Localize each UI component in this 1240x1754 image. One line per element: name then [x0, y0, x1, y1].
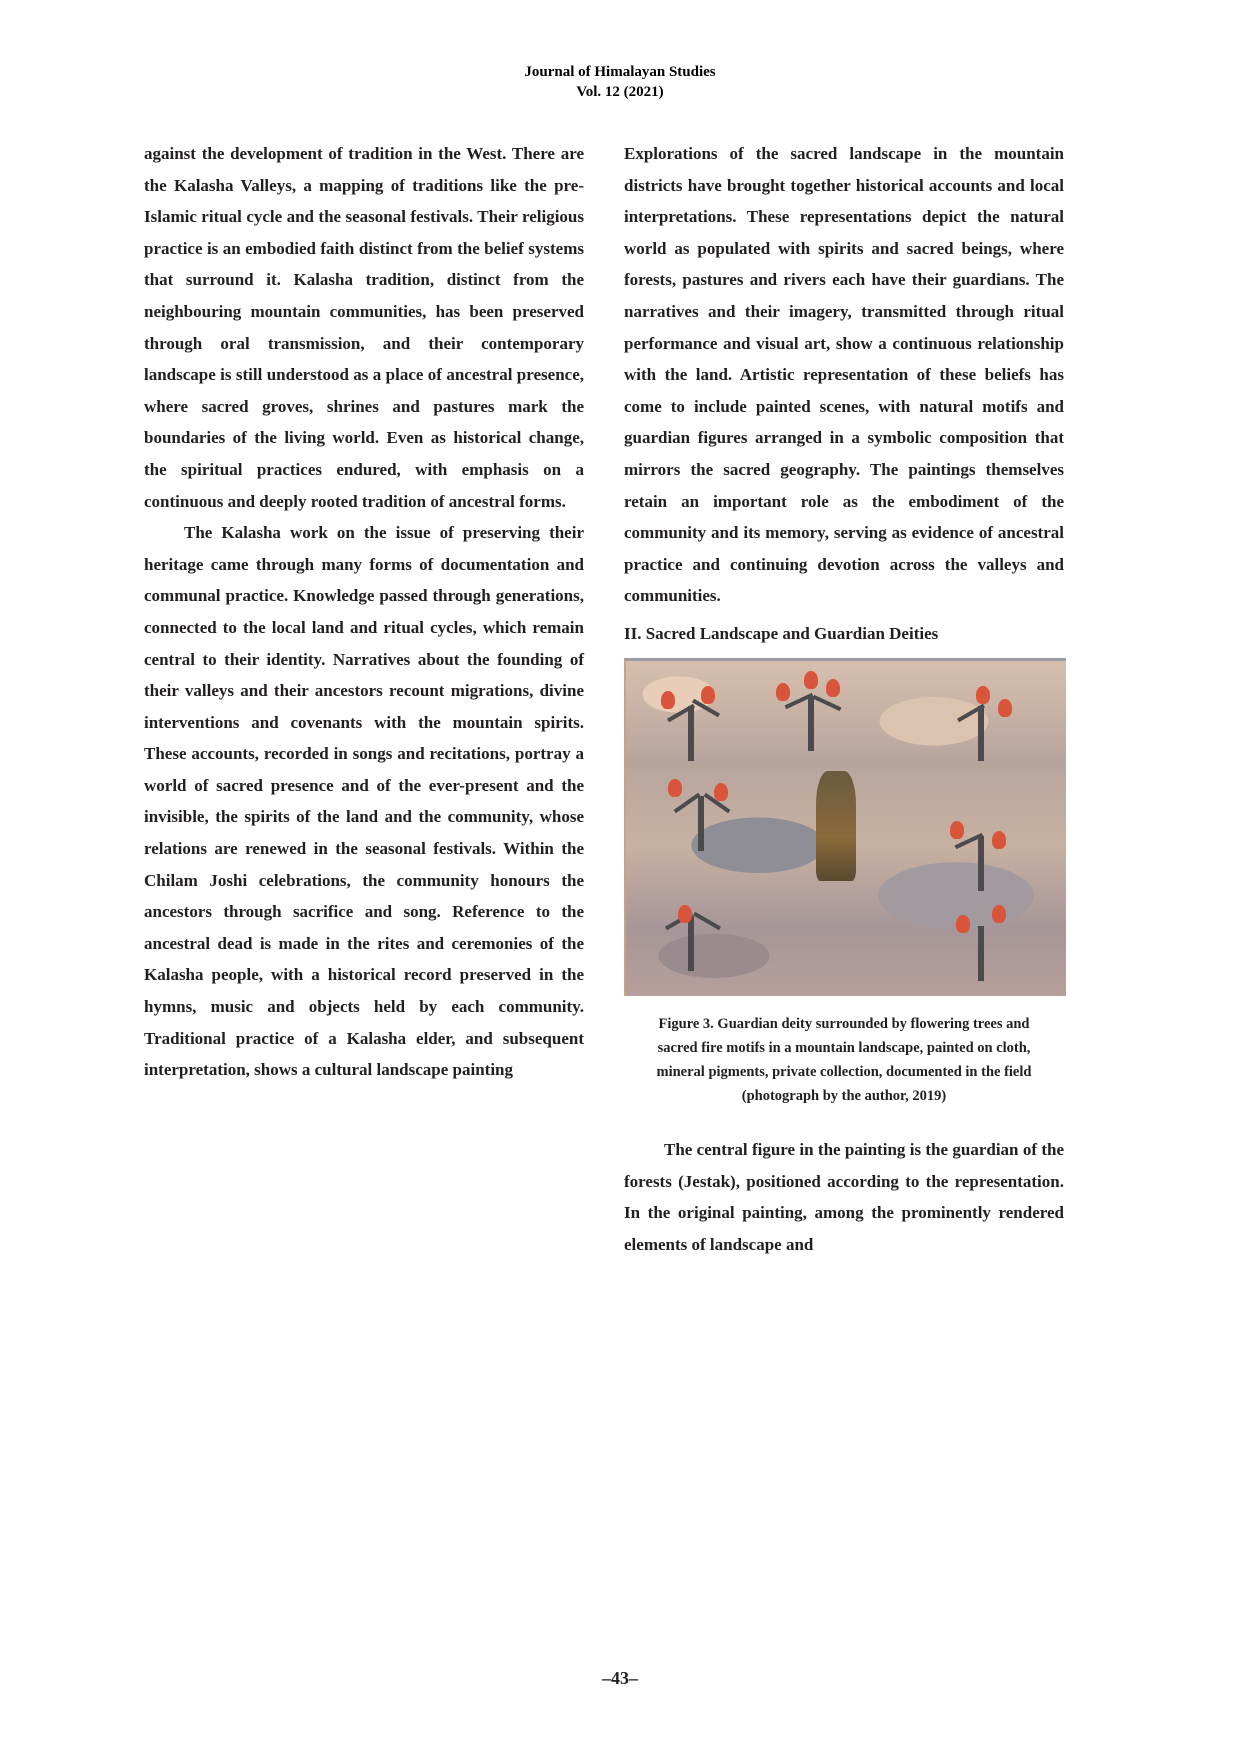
paragraph: Explorations of the sacred landscape in the mountain districts have brought together historical accounts and local interpretations. These representations depict the natural world as populated with spirits and sacred beings, where forests, pastures and rivers each have their guardians. The narratives and their imagery, transmitted through ritual performance and visual art, show a continuous relationship with the land. Artistic representation of these beliefs has come to include painted scenes, with natural motifs and guardian figures arranged in a symbolic composition that mirrors the sacred geography. The paintings themselves retain an important role as the embodiment of the community and its memory, serving as evidence of ancestral practice and continuing devotion across the valleys and communities.: [624, 144, 1064, 606]
tree-motif: [946, 811, 1016, 891]
guardian-deity-figure: [816, 771, 856, 881]
tree-motif: [656, 681, 726, 761]
caption-line: (photograph by the author, 2019): [741, 1087, 947, 1104]
paragraph: against the development of tradition in the West. There are the Kalasha Valleys, a mapping of traditions like the pre-Islamic ritual cycle and the seasonal festivals. Their religious practice is an embodied faith distinct from the belief systems that surround it. Kalasha tradition, distinct from the neighbouring mountain communities, has been preserved through oral transmission, and their contemporary landscape is still understood as a place of ancestral presence, where sacred groves, shrines and pastures mark the boundaries of the living world. Even as historical change, the spiritual practices endured, with emphasis on a continuous and deeply rooted tradition of ancestral forms.: [144, 144, 584, 511]
running-header-title: Journal of Himalayan Studies: [524, 64, 716, 80]
paragraph: The Kalasha work on the issue of preserving their heritage came through many forms of documentation and communal practice. Knowledge passed through generations, connected to the local land and ritual cycles, which remain central to their identity. Narratives about the founding of their valleys and their ancestors recount migrations, divine interventions and covenants with the mountain spirits. These accounts, recorded in songs and recitations, portray a world of sacred presence and of the ever-present and the invisible, the spirits of the land and the community, whose relations are renewed in the seasonal festivals. Within the Chilam Joshi celebrations, the community honours the ancestors through sacrifice and song. Reference to the ancestral dead is made in the rites and ceremonies of the Kalasha people, with a historical record preserved in the hymns, music and objects held by each community. Traditional practice of a Kalasha elder, and subsequent interpretation, shows a cultural landscape painting: [144, 523, 584, 1080]
tree-motif: [946, 681, 1016, 761]
caption-line: Figure 3. Guardian deity surrounded by flowering trees and: [658, 1015, 1030, 1032]
paragraph: The central figure in the painting is the guardian of the forests (Jestak), positioned according to the representation. In the original painting, among the prominently rendered elements of landscape and: [624, 1139, 1064, 1254]
page-number-value: 43: [611, 1668, 629, 1688]
right-column: [624, 138, 1064, 1260]
tree-motif: [946, 901, 1016, 981]
left-column: [144, 138, 584, 1086]
tree-motif: [666, 771, 736, 851]
running-header-volume: Vol. 12 (2021): [576, 84, 664, 100]
figure-painting: [624, 658, 1066, 996]
running-header: [0, 62, 1240, 102]
page-number: –43–: [602, 1668, 638, 1688]
tree-motif: [656, 891, 726, 971]
caption-line: sacred fire motifs in a mountain landscape, painted on cloth,: [657, 1039, 1031, 1056]
caption-line: mineral pigments, private collection, documented in the field: [656, 1063, 1032, 1080]
figure-caption: [644, 1012, 1044, 1108]
section-heading: II. Sacred Landscape and Guardian Deities: [624, 623, 939, 643]
tree-motif: [776, 671, 846, 751]
